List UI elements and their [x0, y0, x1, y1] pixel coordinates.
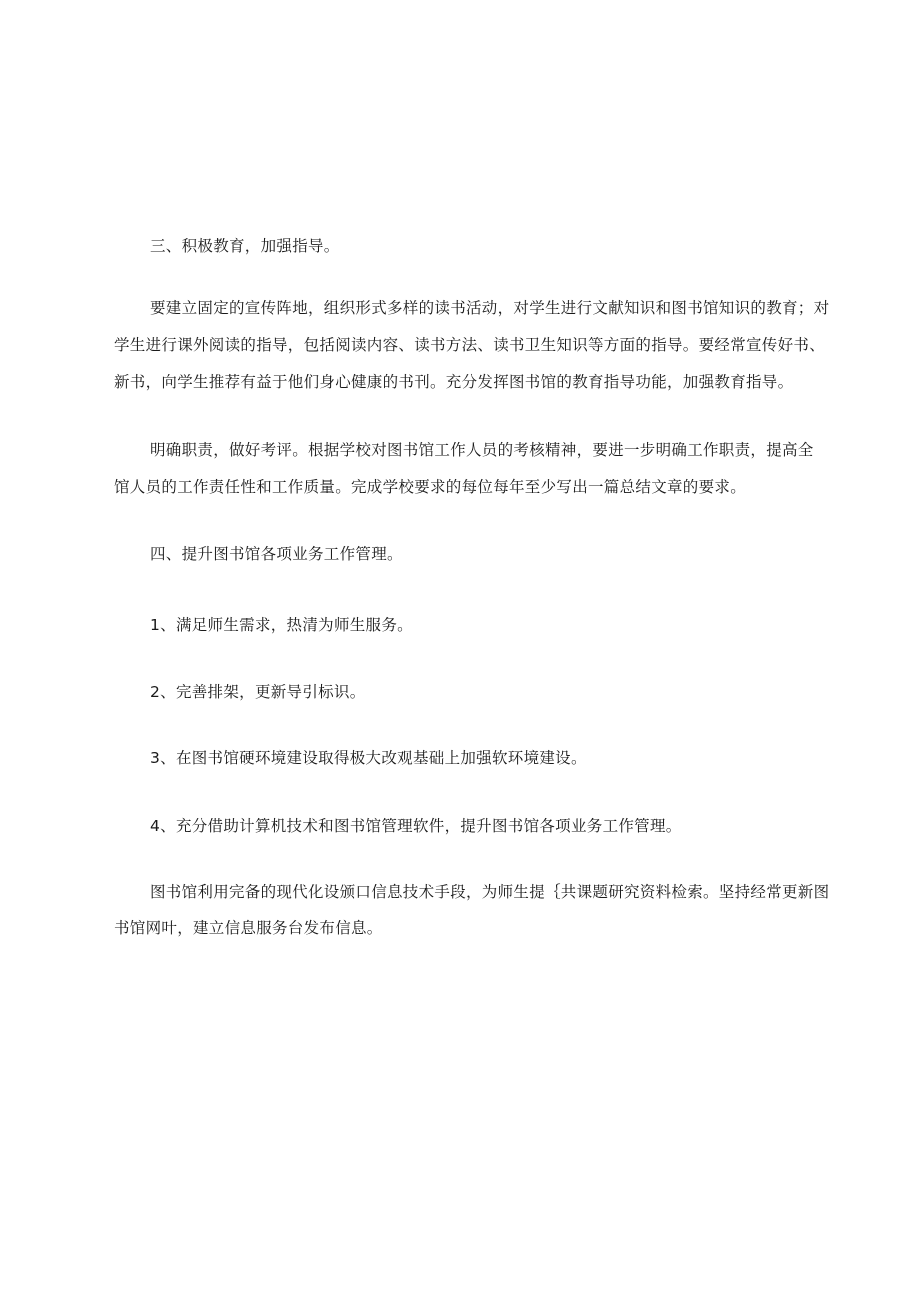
section-heading-3: 三、积极教育，加强指导。	[150, 237, 340, 255]
paragraph-line: 要建立固定的宣传阵地，组织形式多样的读书活动，对学生进行文献知识和图书馆知识的教育；对	[150, 299, 830, 317]
paragraph-line: 学生进行课外阅读的指导，包括阅读内容、读书方法、读书卫生知识等方面的指导。要经常宣传好书、	[114, 336, 826, 354]
section-heading-4: 四、提升图书馆各项业务工作管理。	[150, 545, 403, 563]
paragraph-line: 图书馆利用完备的现代化设颁口信息技术手段，为师生提｛共课题研究资料检索。坚持经常更新图	[150, 883, 830, 901]
paragraph-line: 书馆网叶，建立信息服务台发布信息。	[114, 919, 383, 937]
paragraph-line: 新书，向学生推荐有益于他们身心健康的书刊。充分发挥图书馆的教育指导功能，加强教育指导。	[114, 373, 794, 391]
paragraph-line: 明确职责，做好考评。根据学校对图书馆工作人员的考核精神，要进一步明确工作职责，提高全	[150, 441, 814, 459]
list-item: 2、完善排架，更新导引标识。	[150, 683, 366, 701]
list-item: 4、充分借助计算机技术和图书馆管理软件，提升图书馆各项业务工作管理。	[150, 817, 682, 835]
list-item: 3、在图书馆硬环境建设取得极大改观基础上加强软环境建设。	[150, 749, 587, 767]
list-item: 1、满足师生需求，热清为师生服务。	[150, 616, 413, 634]
paragraph-line: 馆人员的工作责任性和工作质量。完成学校要求的每位每年至少写出一篇总结文章的要求。	[114, 478, 747, 496]
